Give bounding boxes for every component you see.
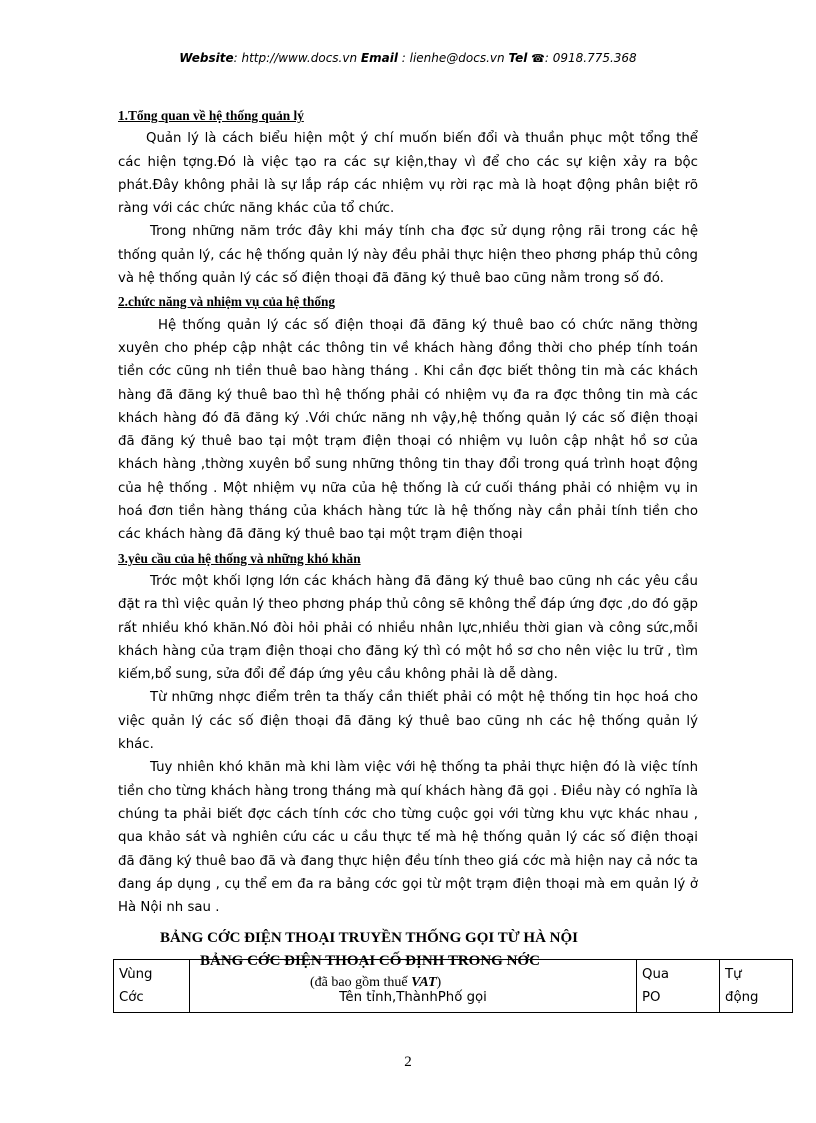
auto-line-1: Tự	[725, 967, 742, 982]
section-2-heading: 2.chức năng và nhiệm vụ của hệ thống	[118, 294, 336, 310]
header-cell-province	[190, 960, 637, 1013]
document-body	[118, 104, 698, 993]
section-2-paragraph-1: Hệ thống quản lý các số điện thoại đã đăng ký thuê bao có chức năng thờng xuyên cho phép cập nhật các thông tin về khách hàng đồng thời cho phép tính toán tiền cớc cũng nh tiền thuê bao hàng tháng . Khi cần đợc biết thông tin mà các khách hàng đã đăng ký thuê bao thì hệ thống phải có nhiệm vụ đa ra đợc thông tin mà các khách hàng đó đã đăng ký .Với chức năng nh vậy,hệ thống quản lý các số điện thoại đã đăng ký thuê bao tại một trạm điện thoại có nhiệm vụ luôn cập nhật hồ sơ của khách hàng ,thờng xuyên bổ sung những thông tin thay đổi trong quá trình hoạt động của hệ thống . Một nhiệm vụ nữa của hệ thống là cứ cuối tháng phải có nhiệm vụ in hoá đơn tiền hàng tháng của khách hàng tức là hệ thống này cần phải tính tiền cho các khách hàng đã đăng ký thuê bao tại một trạm điện thoại	[118, 317, 698, 543]
email-value[interactable]: : lienhe@docs.vn	[401, 51, 505, 65]
section-3-paragraph-3: Tuy nhiên khó khăn mà khi làm việc với hệ thống ta phải thực hiện đó là việc tính tiền cho từng khách hàng trong tháng mà quí khách hàng đã gọi . Điều này có nghĩa là chúng ta phải biết đợc cách tính cớc cho từng cuộc gọi với từng khu vực khác nhau , qua khảo sát và nghiên cứu các u cầu thực tế mà hệ thống quản lý các số điện thoại đã đăng ký thuê bao đã và đang thực hiện đều tính theo giá cớc mà hiện nay cả nớc ta đang áp dụng , cụ thể em đa ra bảng cớc gọi từ một trạm điện thoại mà em quản lý ở Hà Nội nh sau .	[118, 760, 698, 916]
website-value[interactable]: : http://www.docs.vn	[233, 51, 358, 65]
section-1-paragraph-1: Quản lý là cách biểu hiện một ý chí muốn biến đổi và thuần phục một tổng thể các hiện tợng.Đó là việc tạo ra các sự kiện,thay vì để cho các sự kiện xảy ra bộc phát.Đây không phải là sự lắp ráp các nhiệm vụ rời rạc mà là hoạt động phân biệt rõ ràng với các chức năng khác của tổ chức.	[118, 131, 698, 217]
header-cell-auto	[720, 960, 793, 1013]
header-cell-region	[114, 960, 190, 1013]
table-header-row	[114, 960, 793, 1013]
rate-table-title-1: BẢNG CỚC ĐIỆN THOẠI TRUYỀN THỐNG GỌI TỪ HÀ NỘI	[160, 930, 578, 947]
auto-line-2: động	[725, 990, 759, 1005]
vat-note-vat: VAT	[411, 975, 437, 991]
page-number: 2	[404, 1054, 412, 1070]
section-1-paragraph-2: Trong những năm trớc đây khi máy tính cha đợc sử dụng rộng rãi trong các hệ thống quản lý, các hệ thống quản lý này đều phải thực hiện theo phơng pháp thủ công và hệ thống quản lý các số điện thoại đã đăng ký thuê bao cũng nằm trong số đó.	[118, 224, 698, 287]
page-header	[0, 51, 816, 65]
tel-label: Tel	[508, 51, 528, 65]
po-line-1: Qua	[642, 967, 670, 982]
section-3-heading: 3.yêu cầu của hệ thống và những khó khăn	[118, 550, 361, 566]
province-label: Tên tỉnh,ThànhPhố gọi	[339, 990, 487, 1005]
header-cell-po	[637, 960, 720, 1013]
vat-note-prefix: (đã bao gồm thuế	[310, 975, 412, 991]
region-line-1: Vùng	[119, 967, 153, 982]
tel-value: : 0918.775.368	[544, 51, 637, 65]
email-label: Email	[360, 51, 398, 65]
website-label: Website	[179, 51, 234, 65]
phone-icon: ☎	[531, 52, 545, 65]
rate-table-title-2: BẢNG CỚC ĐIỆN THOẠI CỐ ĐỊNH TRONG NỚC	[200, 953, 540, 970]
section-3-paragraph-1: Trớc một khối lợng lớn các khách hàng đã đăng ký thuê bao cũng nh các yêu cầu đặt ra thì việc quản lý theo phơng pháp thủ công sẽ không thể đáp ứng đợc ,do đó gặp rất nhiều khó khăn.Nó đòi hỏi phải có nhiều nhân lực,nhiều thời gian và công sức,mỗi khách hàng của trạm điện thoại cho đăng ký thì có một hồ sơ cho nên việc lu trữ , tìm kiếm,bổ sung, sửa đổi để đáp ứng yêu cầu không phải là dễ dàng.	[118, 573, 698, 683]
section-3-paragraph-2: Từ những nhợc điểm trên ta thấy cần thiết phải có một hệ thống tin học hoá cho việc quản lý các số điện thoại đã đăng ký thuê bao cũng nh các hệ thống quản lý khác.	[118, 690, 698, 753]
po-line-2: PO	[642, 990, 661, 1005]
region-line-2: Cớc	[119, 990, 144, 1005]
vat-note-suffix: )	[436, 975, 442, 991]
section-1-heading: 1.Tổng quan về hệ thống quản lý	[118, 108, 304, 123]
rate-table	[113, 959, 793, 1013]
